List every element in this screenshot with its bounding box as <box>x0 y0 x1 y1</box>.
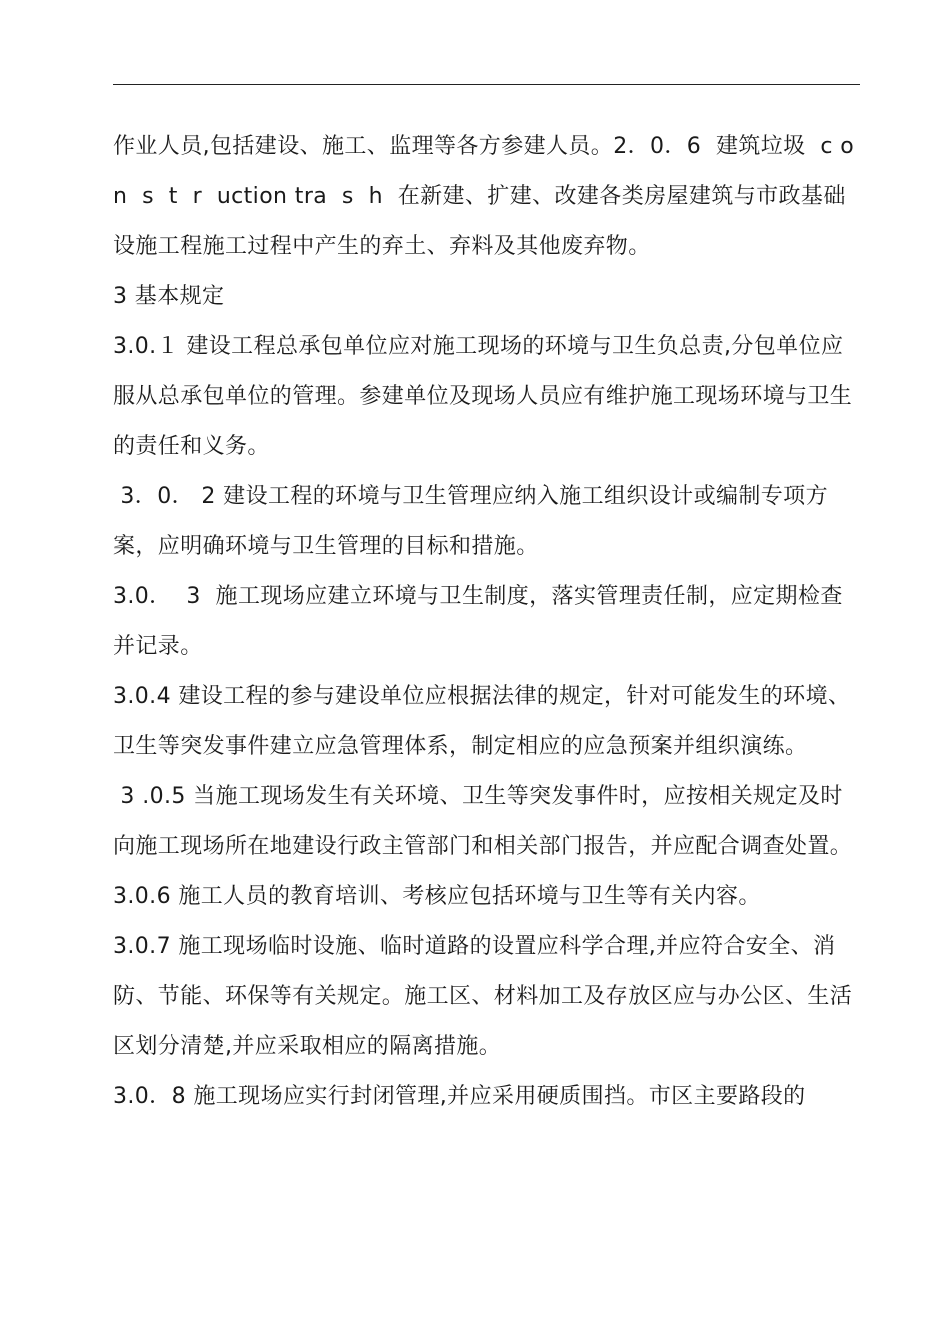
document-body <box>113 122 860 1122</box>
paragraph-3-0-3: 3.0． 3 施工现场应建立环境与卫生制度，落实管理责任制，应定期检查并记录。 <box>113 584 843 659</box>
paragraph-3-0-7: 3.0.7 施工现场临时设施、临时道路的设置应科学合理,并应符合安全、消防、节能、环保等有关规定。施工区、材料加工及存放区应与办公区、生活区划分清楚,并应采取相应的隔离措施。 <box>113 934 853 1059</box>
paragraph-3-0-5: 3 .0.5 当施工现场发生有关环境、卫生等突发事件时，应按相关规定及时向施工现场所在地建设行政主管部门和相关部门报告，并应配合调查处置。 <box>113 784 853 859</box>
paragraph-2-0-6-continuation: 作业人员,包括建设、施工、监理等各方参建人员。2．0．6 建筑垃圾 c on s t r uction tra s h 在新建、扩建、改建各类房屋建筑与市政基础设施工程施工过程中产生的弃土、弃料及其他废弃物。 <box>113 134 855 259</box>
paragraph-3-0-1: 3.0.１ 建设工程总承包单位应对施工现场的环境与卫生负总责,分包单位应服从总承包单位的管理。参建单位及现场人员应有维护施工现场环境与卫生的责任和义务。 <box>113 334 853 459</box>
paragraph-3-0-4: 3.0.4 建设工程的参与建设单位应根据法律的规定，针对可能发生的环境、卫生等突发事件建立应急管理体系，制定相应的应急预案并组织演练。 <box>113 684 851 759</box>
paragraph-3-0-6: 3.0.6 施工人员的教育培训、考核应包括环境与卫生等有关内容。 <box>113 884 761 909</box>
paragraph-3-0-2: 3．0． 2 建设工程的环境与卫生管理应纳入施工组织设计或编制专项方案，应明确环境与卫生管理的目标和措施。 <box>113 484 828 559</box>
header-rule <box>113 84 860 85</box>
section-heading-basic-provisions: 3 基本规定 <box>113 284 225 309</box>
paragraph-3-0-8: 3.0．8 施工现场应实行封闭管理,并应采用硬质围挡。市区主要路段的 <box>113 1084 806 1109</box>
